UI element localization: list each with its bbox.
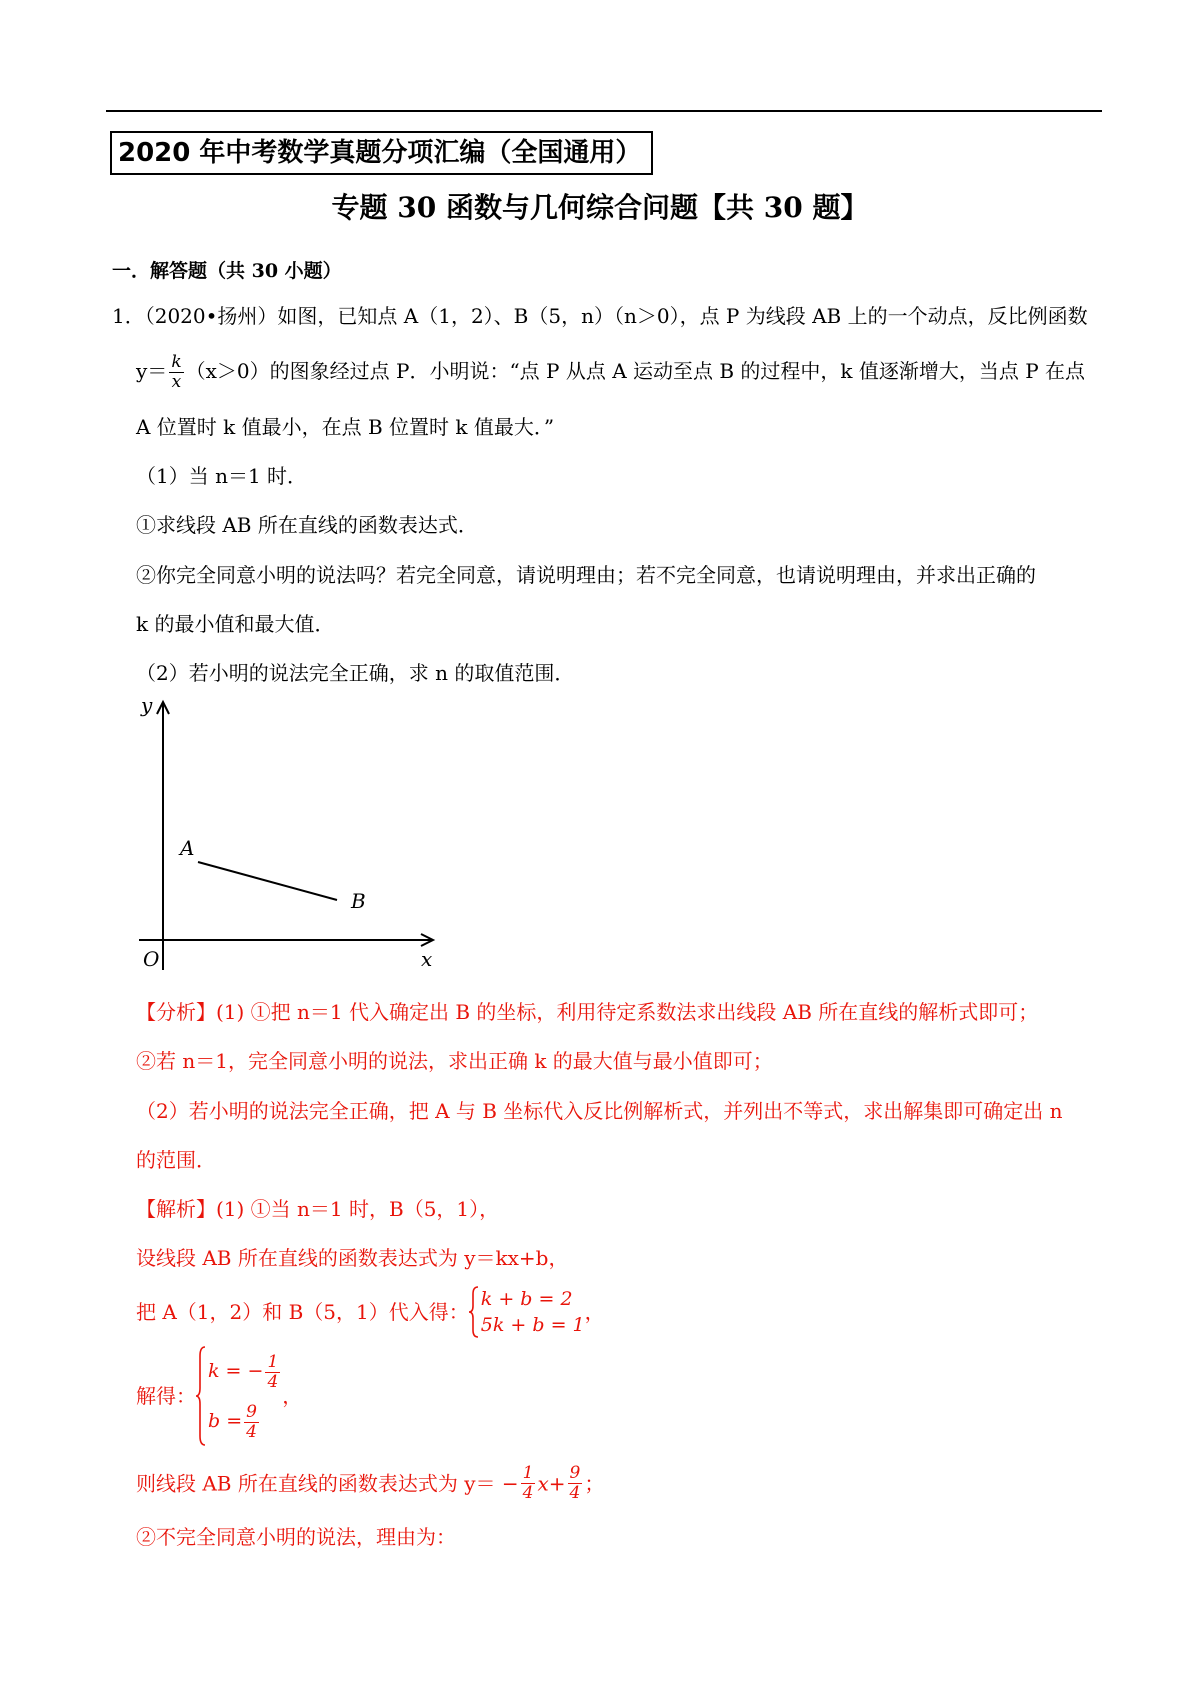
- fraction-denominator: 4: [246, 1421, 257, 1442]
- solution-line-5-suffix: ；: [584, 1471, 605, 1496]
- solution-line-5: [136, 1465, 604, 1502]
- problem-line-2-prefix: y＝: [136, 359, 168, 383]
- equation-row-2: 5k + b = 1: [480, 1314, 585, 1336]
- question-1b-line-2: k 的最小值和最大值．: [136, 612, 335, 636]
- b-equals: b =: [208, 1410, 243, 1432]
- fraction-nine-quarters: [244, 1401, 259, 1442]
- solution-line-5-prefix: 则线段 AB 所在直线的函数表达式为 y＝ −: [136, 1471, 519, 1496]
- question-2: （2）若小明的说法完全正确，求 n 的取值范围．: [136, 661, 575, 685]
- k-equals: k = −: [208, 1360, 264, 1382]
- question-1b-line-1: ②你完全同意小明的说法吗？若完全同意，请说明理由；若不完全同意，也请说明理由，并求出正确的: [136, 563, 1036, 587]
- fraction-one-quarter: [521, 1465, 536, 1502]
- analysis-line-2: ②若 n＝1，完全同意小明的说法，求出正确 k 的最大值与最小值即可；: [136, 1049, 773, 1073]
- equation-system: [469, 1286, 585, 1338]
- problem-line-1: 1．（2020•扬州）如图，已知点 A（1，2）、B（5，n）（n＞0），点 P 为线段 AB 上的一个动点，反比例函数: [112, 304, 1088, 328]
- header-title-box: 2020 年中考数学真题分项汇编（全国通用）: [110, 131, 653, 175]
- top-rule: [106, 110, 1102, 112]
- page-title: 专题 30 函数与几何综合问题【共 30 题】: [331, 191, 869, 224]
- fraction-denominator: x: [171, 372, 182, 392]
- solution-row-k: [208, 1346, 282, 1396]
- solution-line-4-suffix: ，: [282, 1384, 303, 1408]
- analysis-line-4: 的范围．: [136, 1148, 216, 1172]
- solution-line-1: 【解析】(1) ①当 n＝1 时，B（5，1），: [136, 1197, 500, 1221]
- x-axis-label: x: [421, 947, 433, 971]
- solution-system: [196, 1346, 282, 1446]
- segment-ab: [198, 862, 337, 900]
- fraction-nine-quarters: [568, 1465, 583, 1502]
- solution-line-3-prefix: 把 A（1，2）和 B（5，1）代入得：: [136, 1300, 469, 1324]
- k-over-x-fraction: [169, 354, 183, 391]
- solution-line-3: [136, 1286, 605, 1338]
- solution-line-4: [136, 1346, 302, 1446]
- fraction-numerator: k: [171, 352, 182, 372]
- coordinate-figure: [125, 690, 455, 980]
- analysis-line-3: （2）若小明的说法完全正确，把 A 与 B 坐标代入反比例解析式，并列出不等式，求出解集即可确定出 n: [136, 1099, 1063, 1123]
- solution-line-3-suffix: ，: [584, 1300, 605, 1324]
- equation-row-1: k + b = 2: [480, 1288, 573, 1310]
- point-b-label: B: [351, 889, 366, 913]
- solution-line-5-mid: x+: [537, 1471, 566, 1496]
- question-1a: ①求线段 AB 所在直线的函数表达式．: [136, 513, 478, 537]
- fraction-numerator: 9: [246, 1401, 257, 1422]
- fraction-numerator: 1: [267, 1351, 279, 1372]
- fraction-numerator: 1: [522, 1463, 534, 1483]
- problem-line-2: [136, 354, 1085, 391]
- question-1: （1）当 n＝1 时．: [136, 464, 308, 488]
- problem-line-2-rest: （x＞0）的图象经过点 P．小明说：“点 P 从点 A 运动至点 B 的过程中，k 值逐渐增大，当点 P 在点: [185, 359, 1086, 383]
- fraction-one-quarter: [265, 1351, 280, 1392]
- left-brace: [196, 1346, 206, 1446]
- problem-line-3: A 位置时 k 值最小，在点 B 位置时 k 值最大．”: [136, 415, 555, 439]
- fraction-denominator: 4: [569, 1483, 581, 1503]
- point-a-label: A: [180, 836, 195, 860]
- solution-line-6: ②不完全同意小明的说法，理由为：: [136, 1525, 456, 1549]
- y-axis-label: y: [141, 693, 153, 717]
- solution-row-b: [208, 1396, 282, 1446]
- section-heading: 一．解答题（共 30 小题）: [112, 260, 342, 282]
- fraction-denominator: 4: [522, 1483, 534, 1503]
- origin-label: O: [143, 947, 160, 971]
- fraction-numerator: 9: [569, 1463, 581, 1483]
- solution-line-2: 设线段 AB 所在直线的函数表达式为 y＝kx+b，: [136, 1246, 569, 1270]
- solution-line-4-prefix: 解得：: [136, 1384, 196, 1408]
- left-brace: [469, 1286, 479, 1338]
- analysis-line-1: 【分析】(1) ①把 n＝1 代入确定出 B 的坐标，利用待定系数法求出线段 AB 所在直线的解析式即可；: [136, 1000, 1039, 1024]
- fraction-denominator: 4: [267, 1371, 279, 1392]
